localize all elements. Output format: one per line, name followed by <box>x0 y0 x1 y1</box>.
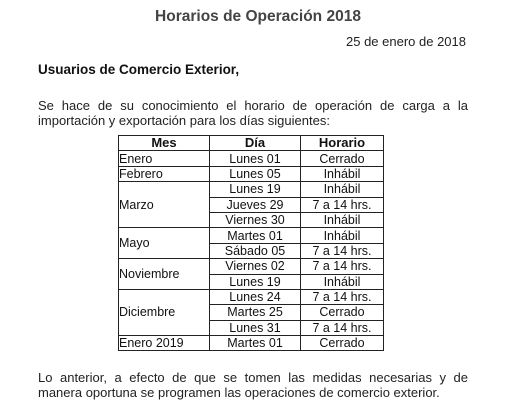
month-cell: Enero <box>119 151 210 166</box>
table-row <box>119 259 384 274</box>
hours-cell: Cerrado <box>301 151 384 166</box>
table-row <box>119 182 384 197</box>
document-date: 25 de enero de 2018 <box>346 34 466 49</box>
month-cell: Marzo <box>119 182 210 228</box>
header-mes: Mes <box>119 136 210 151</box>
month-cell: Diciembre <box>119 289 210 335</box>
month-cell: Enero 2019 <box>119 336 210 351</box>
day-cell: Viernes 02 <box>210 259 301 274</box>
hours-cell: Inhábil <box>301 228 384 243</box>
table-row <box>119 289 384 304</box>
day-cell: Lunes 05 <box>210 166 301 181</box>
table-row <box>119 228 384 243</box>
table-row <box>119 151 384 166</box>
day-cell: Lunes 24 <box>210 289 301 304</box>
month-cell: Noviembre <box>119 259 210 290</box>
hours-cell: Cerrado <box>301 336 384 351</box>
hours-cell: Inhábil <box>301 182 384 197</box>
day-cell: Lunes 19 <box>210 182 301 197</box>
greeting: Usuarios de Comercio Exterior, <box>38 62 240 77</box>
table-header-row <box>119 136 384 151</box>
day-cell: Viernes 30 <box>210 212 301 227</box>
day-cell: Lunes 19 <box>210 274 301 289</box>
day-cell: Sábado 05 <box>210 243 301 258</box>
hours-cell: Inhábil <box>301 274 384 289</box>
hours-cell: 7 a 14 hrs. <box>301 243 384 258</box>
hours-cell: Cerrado <box>301 305 384 320</box>
table-row <box>119 166 384 181</box>
schedule-table <box>118 135 384 351</box>
header-dia: Día <box>210 136 301 151</box>
header-horario: Horario <box>301 136 384 151</box>
intro-paragraph: Se hace de su conocimiento el horario de operación de carga a la importación y exportación para los días siguientes: <box>38 98 468 128</box>
month-cell: Mayo <box>119 228 210 259</box>
month-cell: Febrero <box>119 166 210 181</box>
closing-paragraph: Lo anterior, a efecto de que se tomen las medidas necesarias y de manera oportuna se programen las operaciones de comercio exterior. <box>38 370 468 400</box>
day-cell: Jueves 29 <box>210 197 301 212</box>
hours-cell: 7 a 14 hrs. <box>301 320 384 335</box>
hours-cell: 7 a 14 hrs. <box>301 259 384 274</box>
document-title: Horarios de Operación 2018 <box>155 8 361 25</box>
day-cell: Martes 25 <box>210 305 301 320</box>
day-cell: Martes 01 <box>210 336 301 351</box>
hours-cell: Inhábil <box>301 166 384 181</box>
hours-cell: Inhábil <box>301 212 384 227</box>
table-row <box>119 336 384 351</box>
day-cell: Lunes 01 <box>210 151 301 166</box>
day-cell: Martes 01 <box>210 228 301 243</box>
day-cell: Lunes 31 <box>210 320 301 335</box>
hours-cell: 7 a 14 hrs. <box>301 197 384 212</box>
hours-cell: 7 a 14 hrs. <box>301 289 384 304</box>
